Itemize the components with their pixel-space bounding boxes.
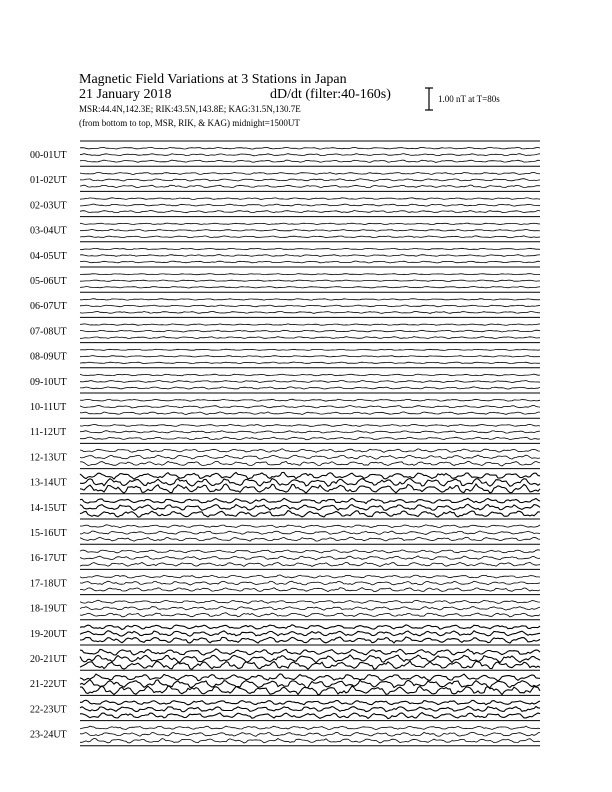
row-label: 20-21UT — [30, 654, 67, 665]
row-03-04ut — [30, 217, 540, 238]
trace-rik — [80, 631, 540, 637]
row-08-09ut — [30, 343, 540, 364]
trace-rik — [80, 356, 540, 357]
row-07-08ut — [30, 317, 540, 338]
row-12-13ut — [30, 443, 540, 466]
trace-kag — [80, 274, 540, 275]
chart-date: 21 January 2018 — [79, 87, 172, 102]
trace-msr — [80, 537, 540, 541]
row-label: 22-23UT — [30, 704, 67, 716]
row-label: 11-12UT — [30, 427, 67, 439]
trace-msr — [80, 738, 540, 743]
trace-kag — [80, 700, 540, 705]
trace-rik — [80, 280, 540, 281]
trace-kag — [80, 147, 540, 149]
trace-kag — [80, 223, 540, 225]
row-15-16ut — [30, 519, 540, 541]
trace-rik — [80, 255, 540, 257]
trace-msr — [80, 511, 540, 518]
trace-msr — [80, 637, 540, 643]
trace-kag — [80, 550, 540, 553]
row-23-24ut — [30, 721, 540, 743]
row-label: 08-09UT — [30, 351, 67, 363]
trace-msr — [80, 210, 540, 212]
trace-kag — [80, 248, 540, 249]
row-label: 07-08UT — [30, 326, 67, 338]
trace-rik — [80, 531, 540, 535]
trace-kag — [80, 449, 540, 453]
row-00-01ut — [30, 141, 540, 162]
trace-msr — [80, 362, 540, 364]
trace-rik — [80, 455, 540, 459]
trace-kag — [80, 600, 540, 603]
trace-kag — [80, 575, 540, 578]
row-label: 14-15UT — [30, 502, 67, 514]
trace-kag — [80, 472, 540, 479]
row-20-21ut — [30, 645, 540, 669]
trace-msr — [80, 337, 540, 339]
trace-kag — [80, 299, 540, 300]
row-13-14ut — [30, 469, 540, 494]
trace-rik — [80, 607, 540, 611]
row-22-23ut — [30, 695, 540, 718]
row-05-06ut — [30, 267, 540, 288]
station-coordinates: MSR:44.4N,142.3E; RIK:43.5N,143.8E; KAG:31.5N,130.7E — [79, 104, 301, 114]
row-label: 13-14UT — [30, 477, 67, 489]
row-label: 19-20UT — [30, 628, 67, 640]
row-label: 18-19UT — [30, 603, 67, 615]
row-label: 00-01UT — [30, 150, 67, 161]
trace-rik — [80, 179, 540, 182]
row-18-19ut — [30, 595, 540, 617]
trace-kag — [80, 649, 540, 655]
trace-kag — [80, 374, 540, 376]
row-label: 17-18UT — [30, 578, 67, 590]
trace-rik — [80, 431, 540, 433]
scale-label: 1.00 nT at T=80s — [438, 94, 500, 104]
row-06-07ut — [30, 292, 540, 313]
trace-msr — [80, 484, 540, 493]
trace-msr — [80, 412, 540, 415]
trace-kag — [80, 726, 540, 730]
trace-rik — [80, 581, 540, 585]
trace-msr — [80, 286, 540, 288]
chart-title: Magnetic Field Variations at 3 Stations in Japan — [79, 72, 347, 87]
row-09-10ut — [30, 368, 540, 389]
trace-msr — [80, 261, 540, 263]
trace-msr — [80, 185, 540, 188]
trace-msr — [80, 311, 540, 313]
row-01-02ut — [30, 166, 540, 187]
trace-msr — [80, 613, 540, 617]
trace-msr — [80, 562, 540, 566]
trace-msr — [80, 236, 540, 238]
trace-rik — [80, 655, 540, 663]
trace-rik — [80, 405, 540, 408]
trace-kag — [80, 424, 540, 426]
trace-kag — [80, 674, 540, 681]
trace-rik — [80, 732, 540, 736]
trace-msr — [80, 713, 540, 719]
row-label: 02-03UT — [30, 200, 67, 212]
trace-rik — [80, 707, 540, 712]
station-order-note: (from bottom to top, MSR, RIK, & KAG) midnight=1500UT — [79, 118, 300, 128]
trace-rik — [80, 154, 540, 156]
trace-kag — [80, 324, 540, 326]
trace-msr — [80, 661, 540, 669]
row-label: 05-06UT — [30, 276, 67, 287]
row-label: 01-02UT — [30, 175, 67, 187]
row-02-03ut — [30, 191, 540, 212]
row-label: 23-24UT — [30, 729, 67, 741]
row-19-20ut — [30, 620, 540, 643]
trace-msr — [80, 588, 540, 592]
trace-kag — [80, 198, 540, 200]
trace-rik — [80, 479, 540, 487]
row-21-22ut — [30, 670, 540, 695]
row-label: 16-17UT — [30, 553, 67, 565]
row-17-18ut — [30, 569, 540, 591]
chart-filter: dD/dt (filter:40-160s) — [270, 87, 391, 102]
trace-kag — [80, 349, 540, 350]
trace-kag — [80, 172, 540, 174]
trace-rik — [80, 229, 540, 231]
trace-rik — [80, 305, 540, 307]
row-10-11ut — [30, 393, 540, 415]
trace-msr — [80, 686, 540, 695]
row-14-15ut — [30, 494, 540, 517]
trace-kag — [80, 498, 540, 503]
trace-kag — [80, 625, 540, 630]
trace-rik — [80, 504, 540, 510]
row-label: 06-07UT — [30, 301, 67, 313]
row-16-17ut — [30, 544, 540, 566]
trace-msr — [80, 160, 540, 162]
row-label: 12-13UT — [30, 452, 67, 464]
trace-kag — [80, 399, 540, 401]
trace-msr — [80, 461, 540, 466]
trace-msr — [80, 437, 540, 440]
scale-bar — [425, 88, 433, 110]
trace-msr — [80, 387, 540, 389]
row-label: 03-04UT — [30, 225, 67, 237]
row-label: 15-16UT — [30, 528, 67, 539]
trace-rik — [80, 204, 540, 206]
row-label: 10-11UT — [30, 402, 67, 413]
trace-rik — [80, 556, 540, 560]
trace-rik — [80, 330, 540, 332]
trace-rik — [80, 381, 540, 383]
trace-kag — [80, 525, 540, 528]
row-11-12ut — [30, 418, 540, 440]
row-label: 21-22UT — [30, 679, 67, 691]
row-label: 09-10UT — [30, 376, 67, 388]
row-label: 04-05UT — [30, 250, 67, 262]
row-04-05ut — [30, 242, 540, 263]
